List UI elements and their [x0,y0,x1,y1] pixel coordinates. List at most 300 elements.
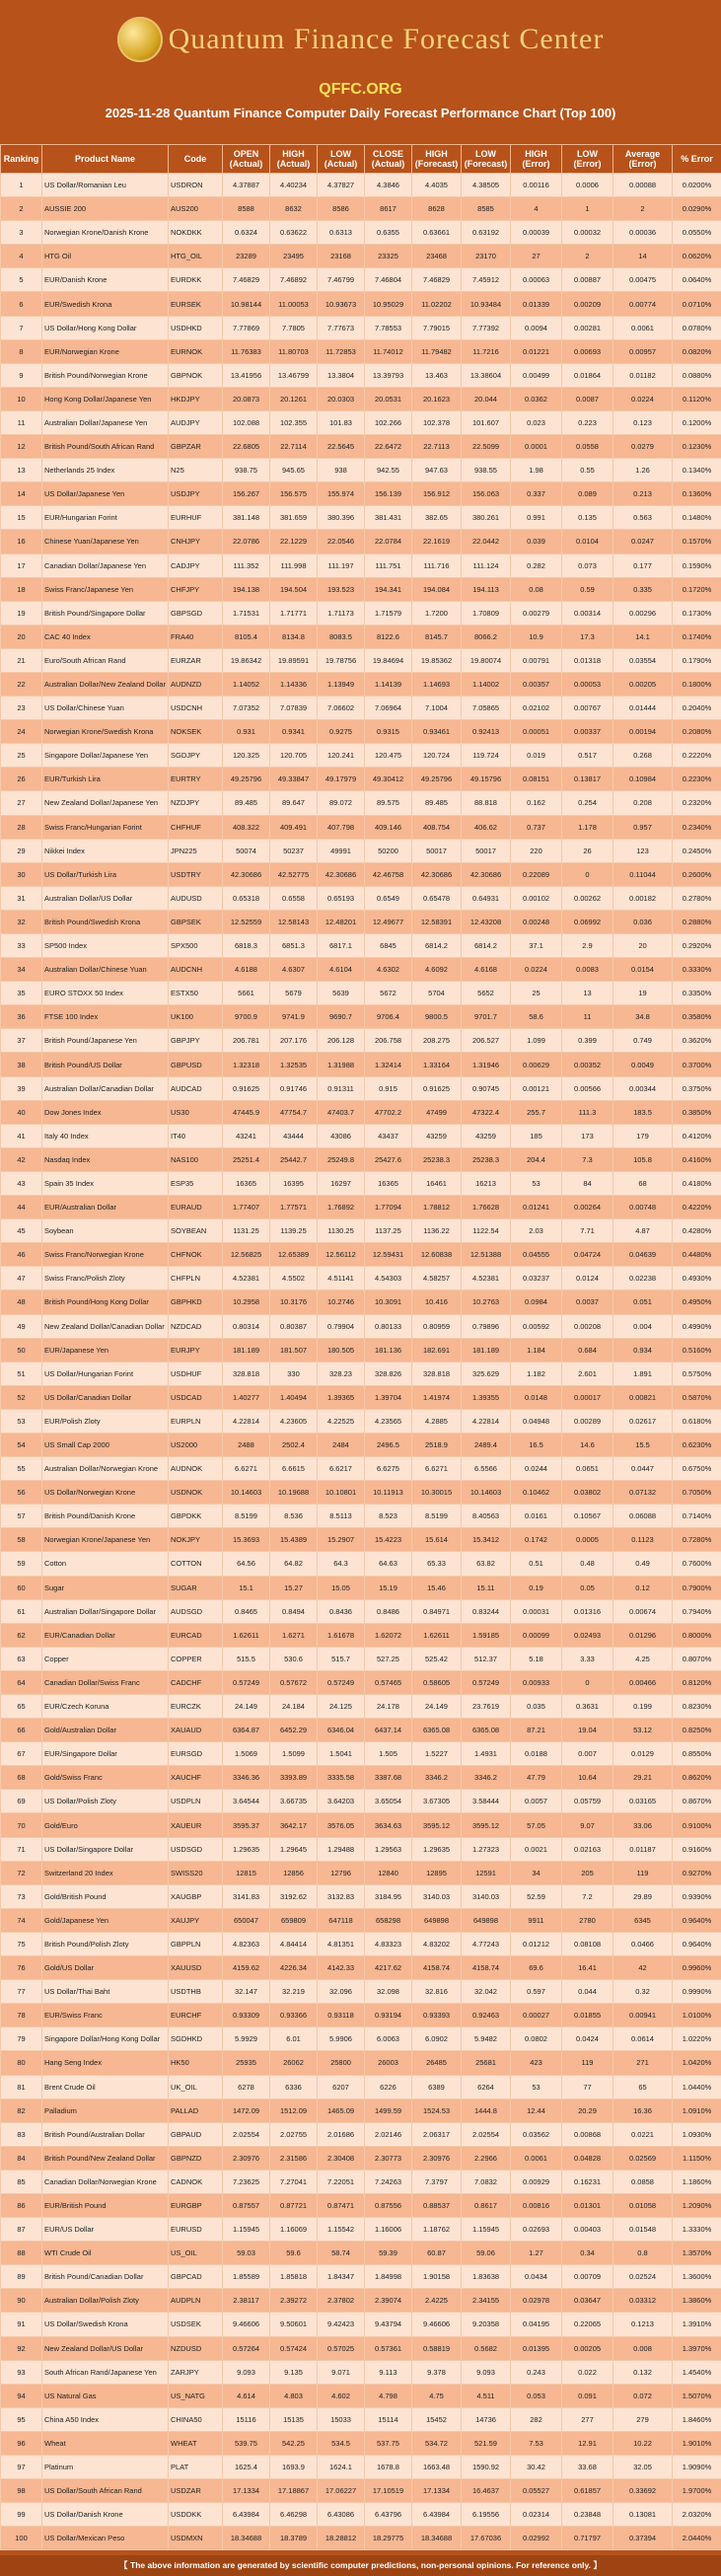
table-cell: 88 [1,2242,42,2265]
table-cell: 0.123 [613,410,673,434]
table-cell: 7.46829 [412,268,462,292]
table-cell: UK_OIL [169,2075,223,2098]
table-cell: 0.04828 [562,2146,613,2170]
table-cell: 0.0820% [673,339,721,363]
table-cell: 4.38505 [462,174,511,197]
table-cell: 20.1623 [412,387,462,410]
table-cell: 0.00933 [511,1670,562,1694]
table-cell: 0.04555 [511,1243,562,1267]
table-cell: New Zealand Dollar/Japanese Yen [42,791,169,815]
table-cell: 93 [1,2360,42,2384]
table-cell: 4217.62 [365,1956,412,1980]
table-cell: 1.3970% [673,2336,721,2360]
table-cell: 0.1200% [673,410,721,434]
table-cell: 6.6275 [365,1457,412,1481]
table-cell: 16365 [223,1171,270,1195]
table-row [1,1576,721,1599]
table-cell: 0.00209 [562,292,613,316]
table-cell: 4.6104 [318,958,365,982]
table-cell: 30 [1,862,42,886]
table-cell: 0.01855 [562,2004,613,2027]
table-cell: 181.136 [365,1338,412,1362]
table-cell: 12.56825 [223,1243,270,1267]
table-cell: 22.0784 [365,530,412,553]
table-cell: 0.91625 [412,1076,462,1100]
column-header: LOW (Forecast) [462,145,511,174]
table-cell: 1.5227 [412,1742,462,1766]
table-cell: 938.55 [462,459,511,482]
table-cell: EUR/US Dollar [42,2218,169,2242]
table-cell: 89.485 [223,791,270,815]
table-cell: 185 [511,1124,562,1147]
table-cell: 1.77407 [223,1196,270,1219]
table-cell: 59.6 [270,2242,318,2265]
table-row [1,672,721,696]
table-cell: 0.2880% [673,910,721,933]
table-cell: 8066.2 [462,625,511,648]
table-cell: 2.9 [562,934,613,958]
table-cell: 156.139 [365,482,412,506]
table-cell: HK50 [169,2051,223,2075]
table-row [1,2004,721,2027]
table-cell: 1.32318 [223,1053,270,1076]
table-cell: Australian Dollar/Canadian Dollar [42,1076,169,1100]
table-cell: 0.0087 [562,387,613,410]
table-cell: 328.818 [412,1362,462,1385]
table-cell: 7.77392 [462,316,511,339]
table-cell: 0.11044 [613,862,673,886]
table-cell: 8632 [270,197,318,221]
table-cell: 0.00205 [613,672,673,696]
table-cell: 3141.83 [223,1884,270,1908]
table-cell: 156.063 [462,482,511,506]
table-row [1,1647,721,1670]
table-cell: 0.93194 [365,2004,412,2027]
table-cell: Australian Dollar/Singapore Dollar [42,1599,169,1623]
table-cell: 4 [511,197,562,221]
table-cell: EURCAD [169,1623,223,1647]
table-cell: 0.16231 [562,2170,613,2193]
table-cell: 5652 [462,982,511,1005]
column-header: HIGH (Forecast) [412,145,462,174]
table-row [1,1290,721,1314]
table-cell: 0.80314 [223,1314,270,1338]
table-cell: US Dollar/Chinese Yuan [42,697,169,720]
table-row [1,482,721,506]
table-cell: 0.91625 [223,1076,270,1100]
table-cell: 0.65318 [223,886,270,910]
table-cell: 33.06 [613,1813,673,1837]
table-cell: 22.0546 [318,530,365,553]
table-cell: AUDCAD [169,1076,223,1100]
table-cell: 38 [1,1053,42,1076]
table-row [1,910,721,933]
table-cell: EUR/Japanese Yen [42,1338,169,1362]
table-cell: SGDHKD [169,2027,223,2051]
table-row [1,1623,721,1647]
table-cell: 0.1123 [613,1528,673,1552]
table-cell: 0.915 [365,1076,412,1100]
table-cell: 9706.4 [365,1005,412,1029]
table-row [1,2027,721,2051]
table-cell: 120.724 [412,744,462,768]
table-cell: 4.6307 [270,958,318,982]
table-cell: 16.5 [511,1433,562,1456]
table-cell: 102.088 [223,410,270,434]
table-row [1,1076,721,1100]
table-cell: AUDNOK [169,1457,223,1481]
table-cell: 0.4280% [673,1219,721,1243]
table-cell: 22.5099 [462,435,511,459]
table-cell: 0.00767 [562,697,613,720]
table-cell: 0.48 [562,1552,613,1576]
table-cell: GBPJPY [169,1029,223,1053]
table-cell: 64 [1,1670,42,1694]
table-cell: 60 [1,1576,42,1599]
table-cell: 0.4950% [673,1290,721,1314]
table-cell: 0.1120% [673,387,721,410]
table-cell: 0.22089 [511,862,562,886]
table-cell: 0.2220% [673,744,721,768]
table-cell: 15.2907 [318,1528,365,1552]
table-cell: 2 [613,197,673,221]
table-cell: 0.02978 [511,2289,562,2313]
table-cell: 57.05 [511,1813,562,1837]
table-cell: Brent Crude Oil [42,2075,169,2098]
table-cell: 3 [1,221,42,245]
table-cell: 7.05865 [462,697,511,720]
table-row [1,1409,721,1433]
table-cell: 6845 [365,934,412,958]
table-row [1,1695,721,1719]
table-cell: 0.34 [562,2242,613,2265]
table-row [1,1053,721,1076]
table-cell: 1.9010% [673,2431,721,2455]
table-cell: NOKJPY [169,1528,223,1552]
table-row [1,268,721,292]
table-cell: 4.77243 [462,1932,511,1955]
table-cell: 4.22814 [223,1409,270,1433]
table-cell: 173 [562,1124,613,1147]
forecast-table [0,144,721,2550]
table-cell: 0.0620% [673,245,721,268]
table-cell: 1625.4 [223,2456,270,2479]
table-cell: 16.36 [613,2098,673,2122]
table-cell: 96 [1,2431,42,2455]
table-cell: 9.093 [223,2360,270,2384]
table-row [1,1861,721,1884]
table-cell: 0.00039 [511,221,562,245]
table-cell: 0.87556 [365,2193,412,2217]
table-cell: GBPCAD [169,2265,223,2289]
table-row [1,2479,721,2503]
table-cell: 29 [1,839,42,862]
table-cell: 23.7619 [462,1695,511,1719]
table-cell: 49991 [318,839,365,862]
table-cell: 0.4180% [673,1171,721,1195]
table-cell: 0.61857 [562,2479,613,2503]
table-row [1,601,721,625]
table-cell: GBPAUD [169,2122,223,2146]
table-cell: 26003 [365,2051,412,2075]
table-cell: 50017 [412,839,462,862]
table-cell: NZDUSD [169,2336,223,2360]
table-cell: 46 [1,1243,42,1267]
table-cell: 3595.12 [412,1813,462,1837]
table-cell: 18.29775 [365,2527,412,2550]
table-cell: 5.18 [511,1647,562,1670]
table-cell: 15114 [365,2407,412,2431]
table-cell: 6.01 [270,2027,318,2051]
table-cell: 3132.83 [318,1884,365,1908]
table-cell: 0.0858 [613,2170,673,2193]
table-cell: 1.0930% [673,2122,721,2146]
table-cell: 4.6168 [462,958,511,982]
table-cell: 1590.92 [462,2456,511,2479]
table-cell: 12796 [318,1861,365,1884]
table-cell: 0.0154 [613,958,673,982]
table-cell: 1678.8 [365,2456,412,2479]
table-cell: CADJPY [169,553,223,577]
table-cell: 0.57025 [318,2336,365,2360]
table-cell: 1.76628 [462,1196,511,1219]
table-row [1,1457,721,1481]
table-cell: 15033 [318,2407,365,2431]
table-cell: 3346.2 [412,1766,462,1790]
table-cell: 1.29563 [365,1837,412,1861]
table-cell: British Pound/Japanese Yen [42,1029,169,1053]
table-cell: 9.135 [270,2360,318,2384]
table-cell: 6.6217 [318,1457,365,1481]
table-row [1,1813,721,1837]
table-cell: 49.30412 [365,768,412,791]
table-cell: 47403.7 [318,1100,365,1124]
table-cell: 4142.33 [318,1956,365,1980]
table-cell: 512.37 [462,1647,511,1670]
table-cell: 0.93309 [223,2004,270,2027]
table-cell: GBPSGD [169,601,223,625]
table-cell: AUDJPY [169,410,223,434]
table-cell: 7.46799 [318,268,365,292]
table-cell: 7.7805 [270,316,318,339]
table-cell: 6851.3 [270,934,318,958]
table-row [1,1029,721,1053]
table-cell: British Pound/New Zealand Dollar [42,2146,169,2170]
table-cell: 0.036 [613,910,673,933]
table-cell: 61 [1,1599,42,1623]
table-cell: 1.98 [511,459,562,482]
table-cell: 649898 [412,1908,462,1932]
table-cell: British Pound/Singapore Dollar [42,601,169,625]
table-cell: 0.2040% [673,697,721,720]
table-cell: 0.00941 [613,2004,673,2027]
table-cell: USDRON [169,174,223,197]
table-cell: 9.20358 [462,2313,511,2336]
table-cell: 381.659 [270,506,318,530]
table-cell: 11.7216 [462,339,511,363]
table-row [1,2218,721,2242]
table-cell: 0.1340% [673,459,721,482]
table-cell: 2.30408 [318,2146,365,2170]
table-cell: 1.1860% [673,2170,721,2193]
table-cell: 24.184 [270,1695,318,1719]
table-cell: 0.0290% [673,197,721,221]
table-cell: 12840 [365,1861,412,1884]
table-cell: 4.2885 [412,1409,462,1433]
table-cell: Soybean [42,1219,169,1243]
table-cell: 0.02102 [511,697,562,720]
table-cell: 6814.2 [412,934,462,958]
table-cell: 0.6230% [673,1433,721,1456]
table-cell: 7.22051 [318,2170,365,2193]
table-cell: 32.042 [462,1980,511,2004]
table-cell: 72 [1,1861,42,1884]
table-cell: 0.8494 [270,1599,318,1623]
table-cell: 15.05 [318,1576,365,1599]
table-cell: 19.80074 [462,648,511,672]
table-cell: 0.59 [562,577,613,601]
table-cell: 0.04948 [511,1409,562,1433]
table-cell: 4.52381 [223,1267,270,1290]
table-row [1,697,721,720]
table-cell: 1.13949 [318,672,365,696]
table-cell: 9.093 [462,2360,511,2384]
table-cell: 42.30686 [412,862,462,886]
table-cell: 73 [1,1884,42,1908]
table-cell: 10.93484 [462,292,511,316]
table-cell: 22.6805 [223,435,270,459]
table-row [1,2289,721,2313]
table-cell: 36 [1,1005,42,1029]
table-cell: British Pound/Norwegian Krone [42,363,169,387]
table-cell: 22.0786 [223,530,270,553]
table-cell: 24.125 [318,1695,365,1719]
table-cell: 0.1213 [613,2313,673,2336]
table-cell: 0.0148 [511,1385,562,1409]
table-cell: 5.9929 [223,2027,270,2051]
table-row [1,1908,721,1932]
table-cell: 3335.58 [318,1766,365,1790]
table-cell: SPX500 [169,934,223,958]
table-cell: 2.02554 [223,2122,270,2146]
table-row [1,2431,721,2455]
table-cell: 6.0902 [412,2027,462,2051]
table-cell: 1524.53 [412,2098,462,2122]
table-cell: 0.00262 [562,886,613,910]
table-cell: 0.6313 [318,221,365,245]
table-cell: 32.816 [412,1980,462,2004]
table-cell: 12895 [412,1861,462,1884]
table-cell: US Dollar/Norwegian Krone [42,1481,169,1505]
table-cell: 0.0061 [511,2146,562,2170]
table-cell: 70 [1,1813,42,1837]
table-cell: 0.00281 [562,316,613,339]
table-cell: US30 [169,1100,223,1124]
table-cell: 0.55 [562,459,613,482]
table-cell: US Dollar/Hungarian Forint [42,1362,169,1385]
table-cell: Norwegian Krone/Danish Krone [42,221,169,245]
table-cell: GBPNZD [169,2146,223,2170]
table-cell: 6.43086 [318,2503,365,2527]
table-cell: 0.00403 [562,2218,613,2242]
table-cell: 0.88537 [412,2193,462,2217]
table-cell: 7.3 [562,1147,613,1171]
table-cell: 0.37394 [613,2527,673,2550]
table-cell: 0.9315 [365,720,412,744]
table-cell: 0.8670% [673,1790,721,1813]
table-cell: 255.7 [511,1100,562,1124]
table-cell: 1 [562,197,613,221]
table-cell: 7.71 [562,1219,613,1243]
table-cell: 4.22525 [318,1409,365,1433]
table-cell: EUR/Czech Koruna [42,1695,169,1719]
table-cell: 1.0440% [673,2075,721,2098]
table-cell: 1.84347 [318,2265,365,2289]
table-cell: US Dollar/Japanese Yen [42,482,169,506]
table-cell: 120.325 [223,744,270,768]
table-cell: 0.5870% [673,1385,721,1409]
table-cell: 0.1590% [673,553,721,577]
table-cell: EURGBP [169,2193,223,2217]
table-row [1,245,721,268]
table-cell: 12.43208 [462,910,511,933]
table-cell: 0.02693 [511,2218,562,2242]
table-row [1,2384,721,2407]
table-cell: 7.53 [511,2431,562,2455]
table-cell: 0.4930% [673,1267,721,1290]
table-cell: 0.00208 [562,1314,613,1338]
table-cell: 0.6750% [673,1457,721,1481]
table-row [1,934,721,958]
table-cell: 1.15945 [462,2218,511,2242]
table-cell: 0.00816 [511,2193,562,2217]
table-cell: 2488 [223,1433,270,1456]
table-cell: USDCNH [169,697,223,720]
table-cell: 41 [1,1124,42,1147]
table-cell: 0.00344 [613,1076,673,1100]
table-cell: 1.62072 [365,1623,412,1647]
table-cell: SUGAR [169,1576,223,1599]
table-cell: 0.9960% [673,1956,721,1980]
table-cell: 0.132 [613,2360,673,2384]
table-cell: XAUAUD [169,1719,223,1742]
table-cell: 59 [1,1552,42,1576]
column-header: Ranking [1,145,42,174]
table-cell: 6.43984 [223,2503,270,2527]
table-cell: 102.266 [365,410,412,434]
table-cell: 50 [1,1338,42,1362]
table-cell: AUDNZD [169,672,223,696]
table-cell: N25 [169,459,223,482]
table-cell: US Dollar/Canadian Dollar [42,1385,169,1409]
table-cell: GBPDKK [169,1505,223,1528]
table-row [1,553,721,577]
table-cell: 0.008 [613,2336,673,2360]
table-cell: 4.6302 [365,958,412,982]
table-cell: 0.00709 [562,2265,613,2289]
table-cell: 4.23605 [270,1409,318,1433]
table-cell: 3140.03 [462,1884,511,1908]
column-header: LOW (Actual) [318,145,365,174]
table-cell: 20.1261 [270,387,318,410]
table-cell: 0.019 [511,744,562,768]
table-cell: 406.62 [462,815,511,839]
table-cell: 11.00053 [270,292,318,316]
table-cell: 0.0434 [511,2265,562,2289]
table-cell: 0.4160% [673,1147,721,1171]
table-row [1,1670,721,1694]
table-cell: 1122.54 [462,1219,511,1243]
